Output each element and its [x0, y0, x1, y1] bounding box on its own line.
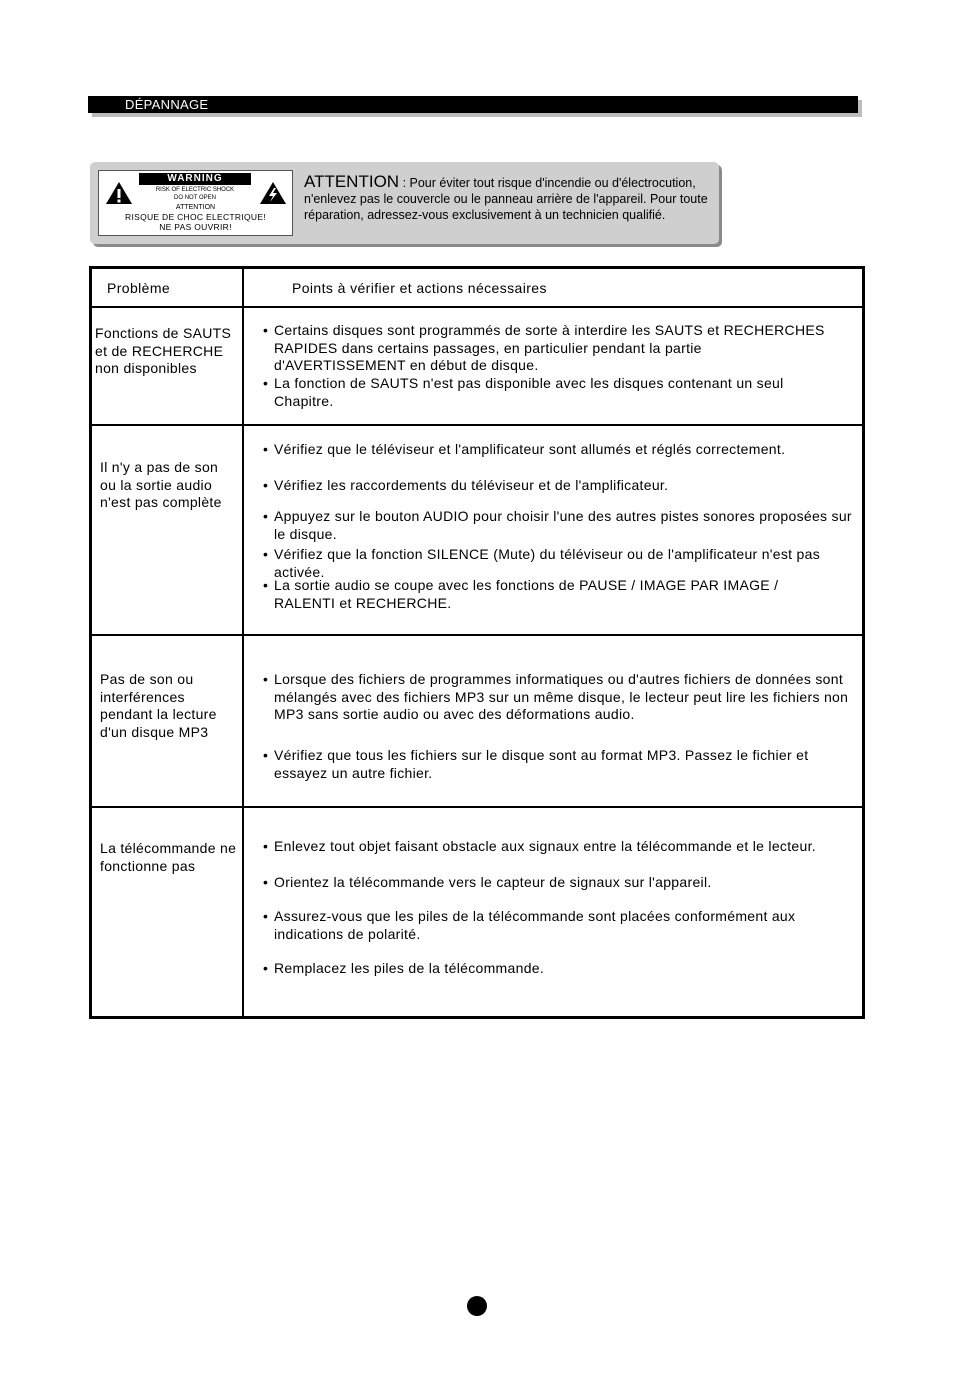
- list-item: [263, 747, 834, 782]
- list-item: [263, 577, 834, 612]
- list-item-text: Enlevez tout objet faisant obstacle aux signaux entre la télécommande et le lecteur.: [274, 838, 816, 854]
- troubleshooting-table: [89, 266, 865, 1019]
- list-item-text: La sortie audio se coupe avec les fonctions de PAUSE / IMAGE PAR IMAGE / RALENTI et RECHERCHE.: [274, 577, 779, 611]
- list-item-text: Vérifiez que le téléviseur et l'amplificateur sont allumés et réglés correctement.: [274, 441, 786, 457]
- bullet-icon: •: [263, 874, 269, 890]
- list-item-text: Vérifiez les raccordements du téléviseur et de l'amplificateur.: [274, 477, 669, 493]
- page-marker-dot: [467, 1296, 487, 1316]
- list-item-text: Appuyez sur le bouton AUDIO pour choisir l'une des autres pistes sonores proposées sur le disque.: [274, 508, 852, 542]
- bullet-icon: •: [263, 908, 269, 924]
- lightning-triangle-icon: [259, 181, 287, 205]
- warning-body: : Pour éviter tout risque d'incendie ou d'électrocution, n'enlevez pas le couvercle ou le panneau arrière de l'appareil. Pour toute réparation, adressez-vous exclusivement à un technicien qualifié.: [304, 176, 708, 222]
- warning-label-attention: ATTENTION: [175, 204, 216, 211]
- warning-heading: ATTENTION: [304, 172, 400, 191]
- bullet-icon: •: [263, 960, 269, 976]
- bullet-icon: •: [263, 508, 269, 524]
- bullet-icon: •: [263, 671, 269, 687]
- table-column-divider: [242, 269, 244, 1016]
- list-item: [263, 508, 859, 543]
- warning-triangle-icon: [105, 181, 133, 205]
- warning-label-title: WARNING: [139, 173, 251, 185]
- warning-text: [304, 174, 716, 223]
- table-row-divider: [92, 306, 862, 308]
- list-item: [263, 908, 859, 943]
- problem-cell-row-2: Il n'y a pas de son ou la sortie audio n'est pas complète: [100, 459, 222, 510]
- bullet-icon: •: [263, 477, 269, 493]
- warning-label-fr1: RISQUE DE CHOC ELECTRIQUE!: [125, 212, 266, 222]
- table-row-divider: [92, 424, 862, 426]
- list-item-text: Remplacez les piles de la télécommande.: [274, 960, 545, 976]
- section-title: DÉPANNAGE: [125, 97, 209, 112]
- list-item-text: Orientez la télécommande vers le capteur de signaux sur l'appareil.: [274, 874, 712, 890]
- list-item: [263, 477, 864, 495]
- table-row-divider: [92, 806, 862, 808]
- column-header-actions: Points à vérifier et actions nécessaires: [292, 280, 547, 296]
- table-row-divider: [92, 634, 862, 636]
- warning-label-fr2: NE PAS OUVRIR!: [159, 222, 232, 232]
- list-item-text: La fonction de SAUTS n'est pas disponible avec les disques contenant un seul Chapitre.: [274, 375, 784, 409]
- bullet-icon: •: [263, 546, 269, 562]
- list-item-text: Assurez-vous que les piles de la télécommande sont placées conformément aux indications de polarité.: [274, 908, 796, 942]
- bullet-icon: •: [263, 747, 269, 763]
- warning-label: [98, 170, 293, 236]
- list-item-text: Vérifiez que la fonction SILENCE (Mute) du téléviseur ou de l'amplificateur n'est pas activée.: [274, 546, 820, 580]
- list-item: [263, 375, 844, 410]
- list-item: [263, 441, 864, 459]
- list-item-text: Vérifiez que tous les fichiers sur le disque sont au format MP3. Passez le fichier et essayez un autre fichier.: [274, 747, 809, 781]
- problem-cell-row-3: Pas de son ou interférences pendant la lecture d'un disque MP3: [100, 671, 217, 740]
- list-item-text: Lorsque des fichiers de programmes informatiques ou d'autres fichiers de données sont mélangés avec des fichiers MP3 sur un même disque, le lecteur peut lire les fichiers non MP3 sans sortie audio ou avec des déformations audio.: [274, 671, 849, 722]
- column-header-problem: Problème: [107, 280, 171, 296]
- bullet-icon: •: [263, 577, 269, 593]
- list-item: [263, 546, 859, 581]
- list-item: [263, 960, 864, 978]
- warning-label-sub2: DO NOT OPEN: [174, 195, 216, 201]
- problem-cell-row-1: Fonctions de SAUTS et de RECHERCHE non disponibles: [95, 325, 232, 376]
- section-header-bar: [88, 96, 858, 113]
- problem-cell-row-4: La télécommande ne fonctionne pas: [100, 840, 237, 874]
- bullet-icon: •: [263, 322, 269, 338]
- bullet-icon: •: [263, 375, 269, 391]
- bullet-icon: •: [263, 838, 269, 854]
- bullet-icon: •: [263, 441, 269, 457]
- warning-box: [90, 162, 719, 244]
- list-item: [263, 671, 849, 724]
- list-item-text: Certains disques sont programmés de sorte à interdire les SAUTS et RECHERCHES RAPIDES dans certains passages, en particulier pendant la partie d'AVERTISSEMENT en début de disque.: [274, 322, 825, 373]
- list-item: [263, 874, 864, 892]
- list-item: [263, 838, 834, 856]
- list-item: [263, 322, 834, 375]
- warning-label-sub1: RISK OF ELECTRIC SHOCK: [155, 187, 235, 193]
